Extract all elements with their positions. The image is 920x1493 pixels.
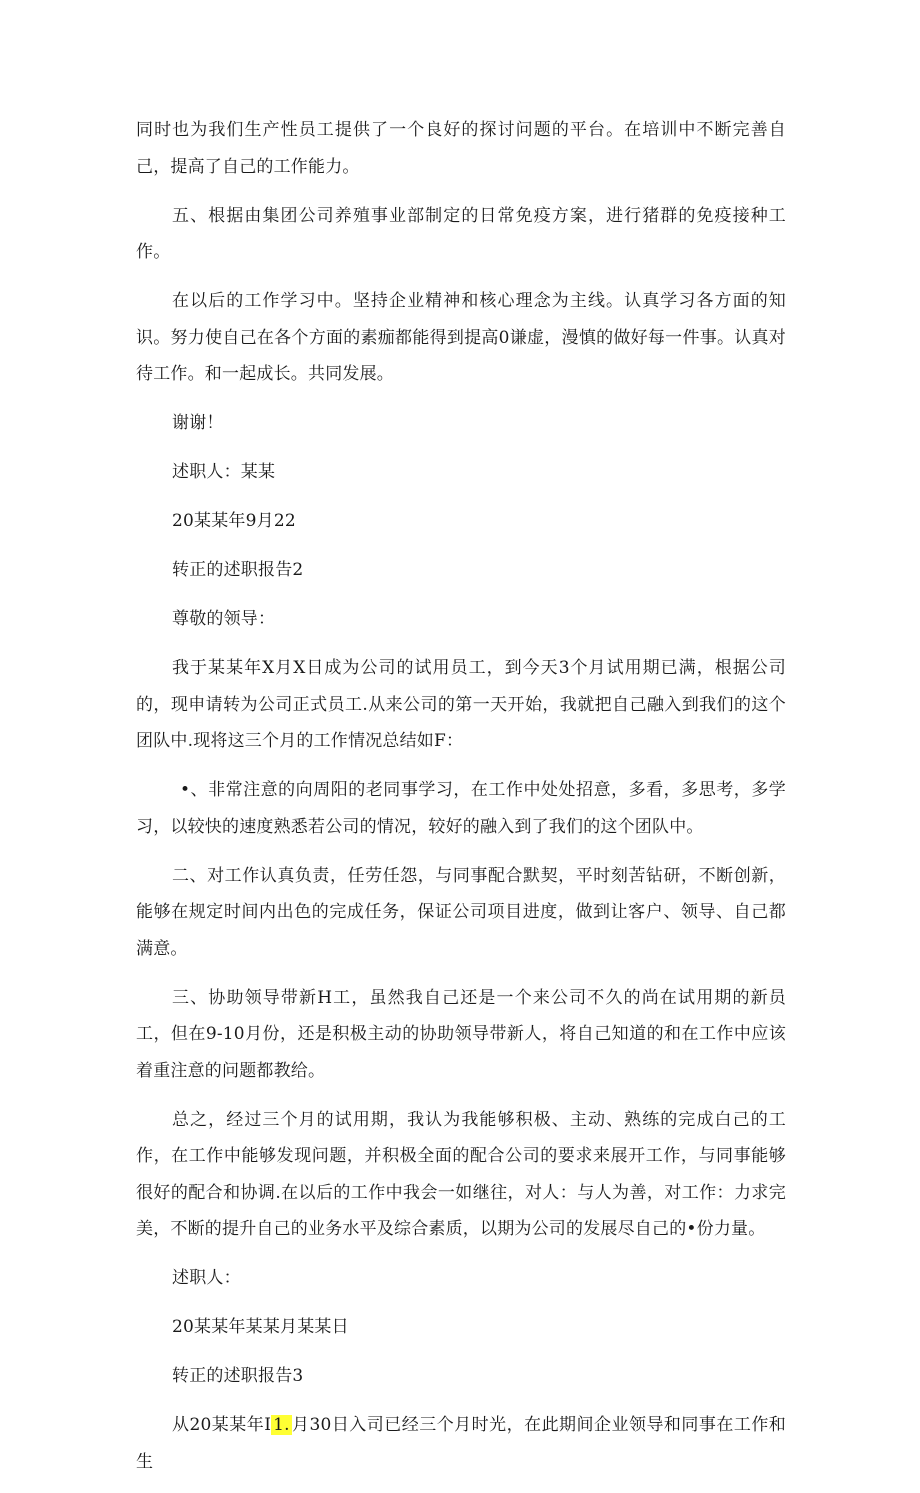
paragraph-intro: 我于某某年X月X日成为公司的试用员工，到今天3个月试用期已满，根据公司的，现申请转为公司正式员工.从来公司的第一天开始，我就把自己融入到我们的这个团队中.现将这三个月的工作情况总结如F： (136, 658, 786, 751)
report-3-title: 转正的述职报告3 (172, 1366, 304, 1386)
paragraph-point-1: •、非常注意的向周阳的老同事学习，在工作中处处招意，多看，多思考，多学习，以较快的速度熟悉若公司的情况，较好的融入到了我们的这个团队中。 (136, 780, 786, 837)
paragraph-point-3: 三、协助领导带新H工，虽然我自己还是一个来公司不久的尚在试用期的新员工，但在9-10月份，还是积极主动的协助领导带新人，将自己知道的和在工作中应该着重注意的问题都教给。 (136, 987, 786, 1081)
document-body (136, 112, 786, 1493)
salutation: 尊敬的领导： (172, 609, 276, 629)
paragraph-1: 同时也为我们生产性员工提供了一个良好的探讨问题的平台。在培训中不断完善自己，提高了自己的工作能力。 (136, 120, 786, 177)
last-line-start: 从20某某年I (172, 1415, 272, 1435)
highlighted-text: 1. (273, 1415, 290, 1435)
reporter-line-2: 述职人： (172, 1268, 241, 1288)
paragraph-2: 五、根据由集团公司养殖事业部制定的日常免疫方案，进行猪群的免疫接种工作。 (136, 205, 786, 262)
paragraph-3: 在以后的工作学习中。坚持企业精神和核心理念为主线。认真学习各方面的知识。努力使自己在各个方面的素痂都能得到提高0谦虚，漫慎的做好每一件事。认真对待工作。和一起成长。共同发展。 (136, 291, 786, 384)
thanks-line: 谢谢！ (172, 413, 224, 433)
paragraph-point-2: 二、对工作认真负责，任劳任怨，与同事配合默契，平时刻苦钻研，不断创新，能够在规定时间内出色的完成任务，保证公司项目进度，做到让客户、领导、自己都满意。 (136, 865, 786, 959)
date-line-2: 20某某年某某月某某日 (172, 1317, 349, 1337)
report-2-title: 转正的述职报告2 (172, 560, 304, 580)
paragraph-summary: 总之，经过三个月的试用期，我认为我能够积极、主动、熟练的完成白己的工作，在工作中能够发现问题，并积极全面的配合公司的要求来展开工作，与同事能够很好的配合和协调.在以后的工作中我会一如继往，对人：与人为善，对工作：力求完美，不断的提升自己的业务水平及综合素质，以期为公司的发展尽自己的•份力量。 (136, 1109, 786, 1239)
date-line: 20某某年9月22 (172, 511, 296, 531)
last-line-end: 月30日入司已经三个月时光，在此期间企业领导和同事在工作和生 (136, 1415, 786, 1472)
paragraph-last (136, 1407, 786, 1480)
reporter-line: 述职人：某某 (172, 462, 276, 482)
